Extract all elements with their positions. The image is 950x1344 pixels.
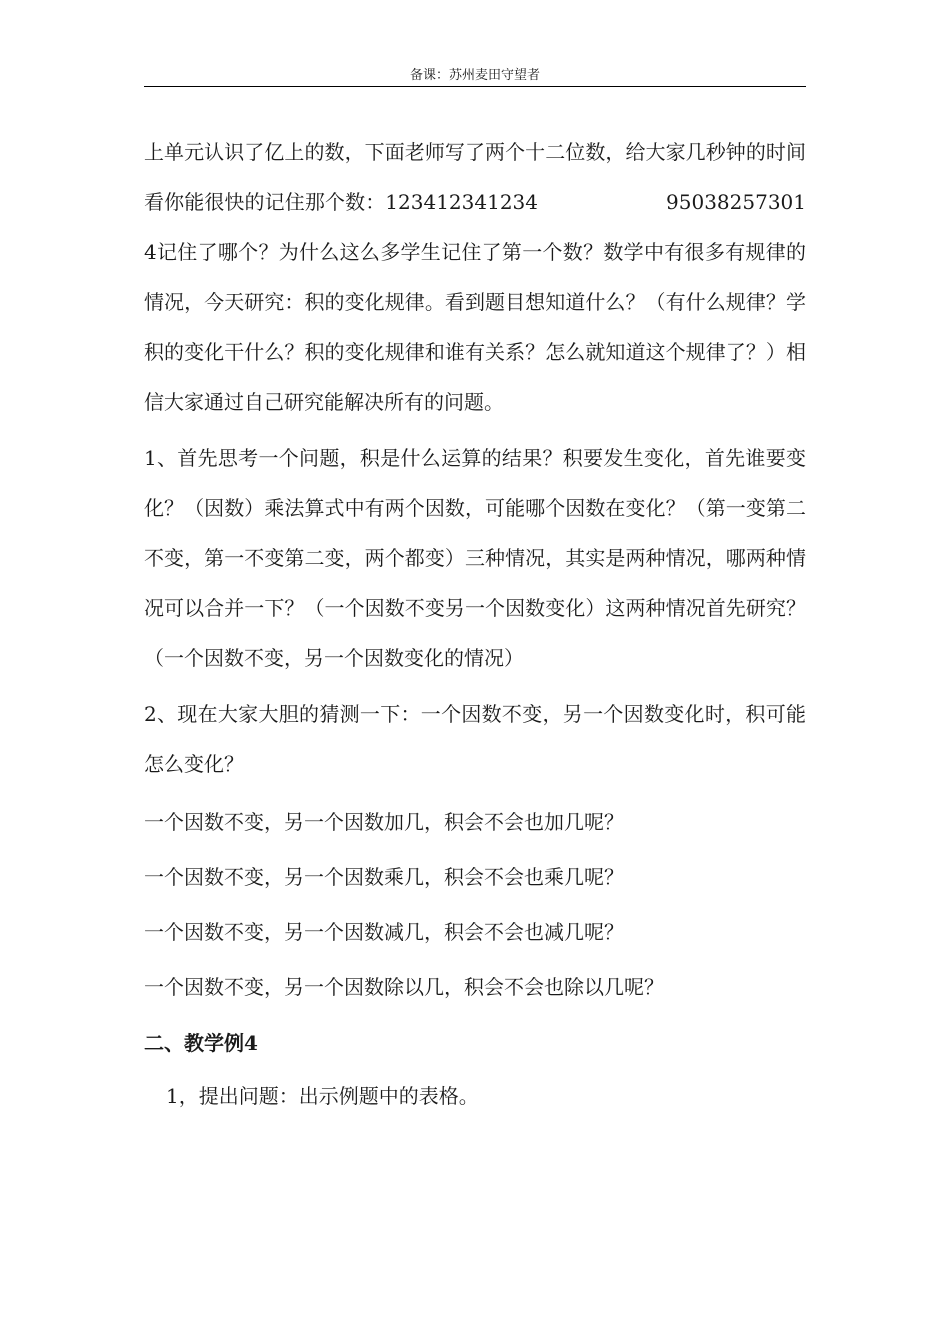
- header-divider: [144, 86, 806, 87]
- intro-paragraph: [144, 127, 806, 427]
- document-body: [144, 127, 806, 1121]
- question-multiply: 一个因数不变，另一个因数乘几，积会不会也乘几呢？: [144, 865, 624, 889]
- step-1: 1，提出问题：出示例题中的表格。: [166, 1084, 479, 1108]
- paragraph-2: 2、现在大家大胆的猜测一下：一个因数不变，另一个因数变化时，积可能怎么变化？: [144, 702, 806, 776]
- intro-number-fragment: 950: [666, 190, 705, 214]
- page-header: 备课：苏州麦田守望者: [409, 68, 540, 83]
- question-divide: 一个因数不变，另一个因数除以几，积会不会也除以几呢？: [144, 975, 664, 999]
- section-heading: 二、教学例4: [144, 1031, 258, 1055]
- question-subtract: 一个因数不变，另一个因数减几，积会不会也减几呢？: [144, 920, 624, 944]
- paragraph-1: 1、首先思考一个问题，积是什么运算的结果？积要发生变化，首先谁要变化？（因数）乘法算式中有两个因数，可能哪个因数在变化？（第一变第二不变，第一不变第二变，两个都变）三种情况，其实是两种情况，哪两种情况可以合并一下？（一个因数不变另一个因数变化）这两种情况首先研究？（一个因数不变，另一个因数变化的情况）: [144, 446, 806, 670]
- intro-text-part2: 382573014记住了哪个？为什么这么多学生记住了第一个数？数学中有很多有规律的情况，今天研究：积的变化规律。看到题目想知道什么？（有什么规律？学积的变化干什么？积的变化规律和谁有关系？怎么就知道这个规律了？）相信大家通过自己研究能解决所有的问题。: [144, 190, 806, 414]
- intro-text-part1: 上单元认识了亿上的数，下面老师写了两个十二位数，给大家几秒钟的时间看你能很快的记住那个数：123412341234: [144, 140, 806, 214]
- question-add: 一个因数不变，另一个因数加几，积会不会也加几呢？: [144, 810, 624, 834]
